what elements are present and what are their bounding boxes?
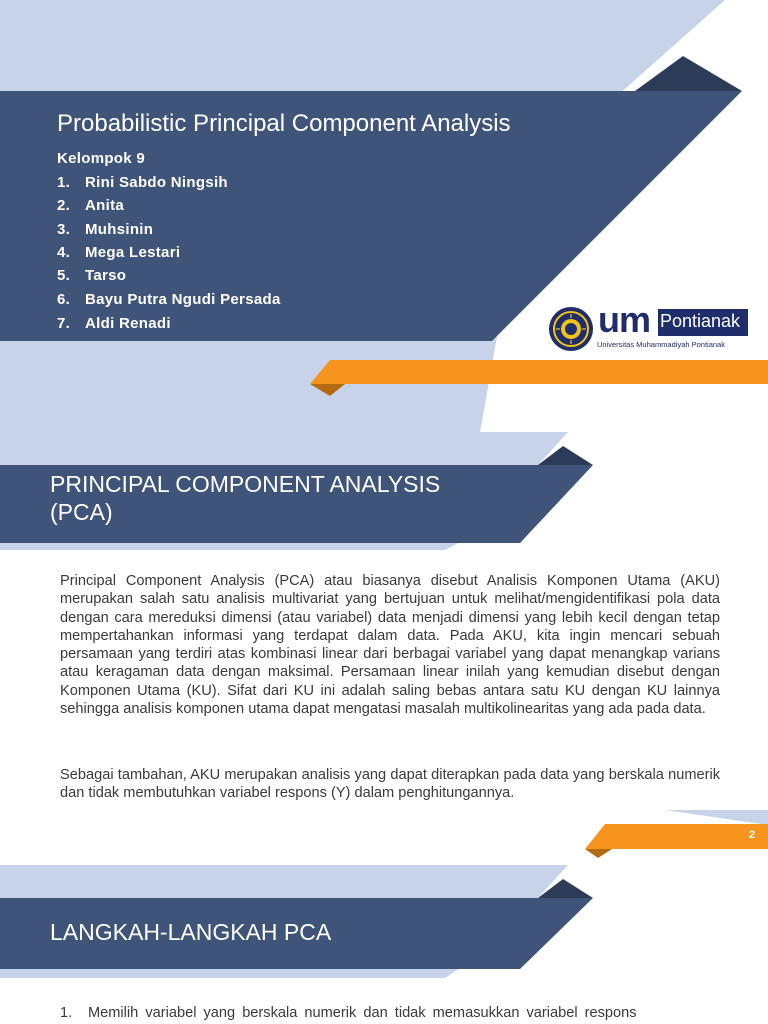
member-item: 1. Rini Sabdo Ningsih: [57, 174, 228, 191]
group-label: Kelompok 9: [57, 150, 146, 167]
section-title: [50, 470, 440, 526]
step-text: Memilih variabel yang berskala numerik dan tidak memasukkan variabel respons: [88, 1005, 637, 1021]
pca-description-paragraph: Principal Component Analysis (PCA) atau biasanya disebut Analisis Komponen Utama (AKU) merupakan salah satu analisis multivariat yang bertujuan untuk melihat/mengidentifikasi pola data dengan cara mereduksi dimensi (atau variabel) data menjadi dimensi yang lebih kecil dengan tetap mempertahankan informasi yang terdapat dalam data. Pada AKU, kita ingin mencari sebuah persamaan yang terdiri atas kombinasi linear dari berbagai variabel yang dapat menangkap varians atau keragaman data dengan maksimal. Persamaan linear inilah yang kemudian disebut dengan Komponen Utama (KU). Sifat dari KU ini adalah saling bebas antara satu KU dengan KU lainnya sehingga analisis komponen utama dapat mengatasi masalah multikolinearitas yang ada pada data.: [60, 573, 720, 718]
steps-title: LANGKAH-LANGKAH PCA: [50, 919, 332, 945]
section-title-line1: PRINCIPAL COMPONENT ANALYSIS: [50, 471, 441, 497]
slide-title: [0, 0, 768, 432]
university-seal-icon: [548, 306, 594, 352]
member-item: 3. Muhsinin: [57, 221, 154, 238]
member-item: 5. Tarso: [57, 267, 127, 284]
um-pontianak-logo: [596, 299, 752, 353]
logo-university-text: Universitas Muhammadiyah Pontianak: [597, 340, 725, 349]
member-item: 2. Anita: [57, 197, 124, 214]
pca-additional-paragraph: Sebagai tambahan, AKU merupakan analisis yang dapat diterapkan pada data yang berskala numerik dan tidak membutuhkan variabel respons (Y) dalam penghitungannya.: [60, 767, 720, 802]
logo-um-text: um: [598, 299, 650, 340]
presentation-title: Probabilistic Principal Component Analysis: [57, 110, 511, 137]
member-item: 7. Aldi Renadi: [57, 315, 171, 332]
step-number: 1.: [60, 1005, 73, 1021]
logo-city-text: Pontianak: [660, 311, 741, 331]
member-item: 6. Bayu Putra Ngudi Persada: [57, 291, 281, 308]
slide-pca-definition: [0, 432, 768, 865]
member-item: 4. Mega Lestari: [57, 244, 181, 261]
page-number: 2: [749, 829, 756, 841]
slide-pca-steps: [0, 865, 768, 1024]
slide1-background-shapes: [0, 0, 768, 432]
step-item: [60, 1005, 720, 1021]
section-title-line2: (PCA): [50, 499, 113, 525]
